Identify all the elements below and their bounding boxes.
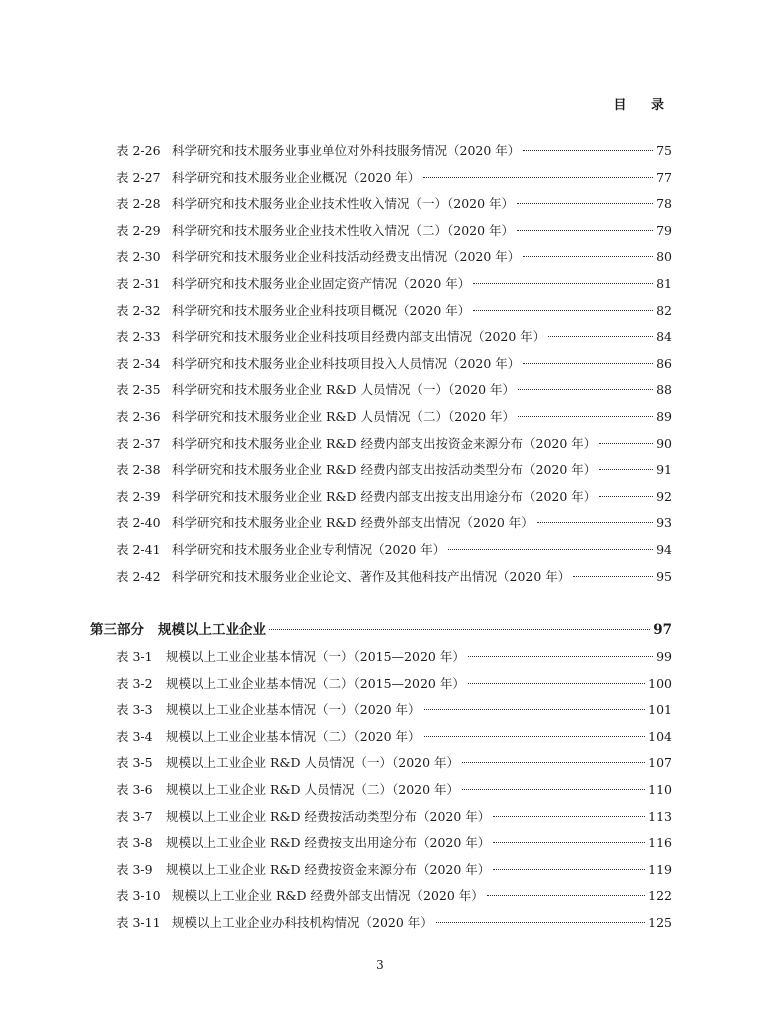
toc-section-entry[interactable] (90, 621, 672, 639)
table-label: 表 2-35 (116, 382, 161, 398)
toc-entry[interactable] (116, 248, 672, 266)
dot-leader (599, 469, 653, 470)
toc-entry[interactable] (116, 328, 672, 346)
page-number: 3 (376, 958, 384, 972)
page-ref: 81 (656, 276, 672, 291)
dot-leader (537, 522, 653, 523)
toc-entry[interactable] (116, 728, 672, 746)
table-title: 规模以上工业企业 R&D 经费按支出用途分布（2020 年） (166, 835, 491, 851)
toc-entry[interactable] (116, 435, 672, 453)
table-label: 表 2-33 (116, 329, 161, 345)
table-label: 表 2-29 (116, 222, 161, 238)
page-ref: 99 (656, 649, 672, 664)
page-ref: 75 (656, 143, 672, 158)
toc-entry[interactable] (116, 514, 672, 532)
page-ref: 92 (656, 488, 672, 504)
toc-entry[interactable] (116, 648, 672, 666)
table-label: 表 2-38 (116, 462, 161, 478)
table-title: 科学研究和技术服务业企业论文、著作及其他科技产出情况（2020 年） (172, 568, 571, 584)
dot-leader (517, 230, 653, 231)
page-ref: 119 (648, 861, 672, 877)
section-title: 规模以上工业企业 (158, 622, 266, 638)
dot-leader (548, 336, 653, 337)
toc-entry[interactable] (116, 275, 672, 293)
dot-leader (424, 736, 646, 737)
dot-leader (269, 629, 650, 630)
page-header-title: 目 录 (613, 98, 674, 113)
table-label: 表 2-34 (116, 355, 161, 371)
table-label: 表 2-40 (116, 515, 161, 531)
table-label: 表 3-6 (116, 782, 153, 797)
dot-leader (493, 816, 645, 817)
page-ref: 100 (648, 675, 672, 691)
table-title: 规模以上工业企业基本情况（二）（2015—2020 年） (166, 675, 465, 691)
toc-entry[interactable] (116, 195, 672, 213)
table-label: 表 2-41 (116, 542, 161, 557)
table-title: 科学研究和技术服务业企业 R&D 经费内部支出按活动类型分布（2020 年） (172, 462, 597, 478)
toc-entry[interactable] (116, 355, 672, 373)
page-ref: 80 (656, 249, 672, 265)
dot-leader (448, 549, 653, 550)
dot-leader (523, 256, 653, 257)
table-title: 科学研究和技术服务业企业科技项目概况（2020 年） (172, 302, 471, 318)
page-ref: 94 (656, 542, 672, 557)
dot-leader (473, 310, 653, 311)
page-ref: 91 (656, 462, 672, 478)
toc-entry[interactable] (116, 808, 672, 826)
page-ref: 104 (648, 728, 672, 744)
table-label: 表 3-11 (116, 915, 161, 930)
table-title: 规模以上工业企业 R&D 经费按资金来源分布（2020 年） (166, 861, 491, 877)
table-label: 表 2-31 (116, 276, 161, 291)
table-title: 规模以上工业企业基本情况（二）（2020 年） (166, 728, 421, 744)
table-title: 科学研究和技术服务业企业 R&D 人员情况（二）（2020 年） (172, 409, 516, 424)
page-ref: 89 (656, 409, 672, 424)
page-ref: 93 (656, 515, 672, 531)
dot-leader (573, 576, 653, 577)
table-title: 规模以上工业企业 R&D 经费按活动类型分布（2020 年） (166, 808, 491, 824)
toc-entry[interactable] (116, 302, 672, 320)
toc-entry[interactable] (116, 222, 672, 240)
table-label: 表 2-39 (116, 488, 161, 504)
dot-leader (424, 709, 646, 710)
table-label: 表 3-2 (116, 675, 153, 691)
toc-entry[interactable] (116, 461, 672, 479)
toc-entry[interactable] (116, 887, 672, 905)
page-ref: 90 (656, 435, 672, 451)
toc-entry[interactable] (116, 488, 672, 506)
table-title: 科学研究和技术服务业企业 R&D 经费外部支出情况（2020 年） (172, 515, 534, 531)
page-ref: 113 (648, 808, 672, 824)
table-label: 表 3-7 (116, 808, 153, 824)
page-ref: 88 (656, 382, 672, 398)
page-ref: 122 (648, 888, 672, 904)
toc-entry[interactable] (116, 142, 672, 160)
page-ref: 107 (648, 755, 672, 771)
table-title: 科学研究和技术服务业事业单位对外科技服务情况（2020 年） (172, 143, 521, 158)
toc-entry[interactable] (116, 408, 672, 426)
table-label: 表 3-8 (116, 835, 153, 851)
table-title: 规模以上工业企业办科技机构情况（2020 年） (172, 915, 433, 930)
dot-leader (436, 922, 645, 923)
table-label: 表 2-37 (116, 435, 161, 451)
dot-leader (599, 443, 653, 444)
table-title: 科学研究和技术服务业企业技术性收入情况（二）（2020 年） (172, 222, 515, 238)
table-title: 科学研究和技术服务业企业 R&D 经费内部支出按支出用途分布（2020 年） (172, 488, 597, 504)
table-label: 表 3-3 (116, 702, 153, 718)
dot-leader (468, 683, 645, 684)
table-label: 表 2-26 (116, 143, 161, 158)
dot-leader (523, 363, 653, 364)
toc-entry[interactable] (116, 381, 672, 399)
dot-leader (462, 762, 645, 763)
page-ref: 79 (656, 222, 672, 238)
toc-entry[interactable] (116, 754, 672, 772)
table-title: 科学研究和技术服务业企业概况（2020 年） (172, 169, 421, 185)
dot-leader (473, 283, 653, 284)
table-label: 表 3-4 (116, 728, 153, 744)
table-label: 表 2-28 (116, 196, 161, 212)
page-ref: 116 (648, 835, 672, 851)
table-title: 科学研究和技术服务业企业技术性收入情况（一）（2020 年） (172, 196, 515, 212)
dot-leader (599, 496, 653, 497)
table-label: 表 2-32 (116, 302, 161, 318)
table-title: 规模以上工业企业 R&D 经费外部支出情况（2020 年） (172, 888, 484, 904)
page-ref: 110 (648, 782, 672, 797)
table-label: 表 2-27 (116, 169, 161, 185)
dot-leader (518, 389, 653, 390)
dot-leader (493, 869, 645, 870)
page-ref: 101 (648, 702, 672, 718)
table-title: 规模以上工业企业 R&D 人员情况（一）（2020 年） (166, 755, 460, 771)
toc-entry[interactable] (116, 914, 672, 932)
toc-entry[interactable] (116, 541, 672, 559)
page-ref: 95 (656, 568, 672, 584)
dot-leader (423, 177, 653, 178)
table-label: 表 3-5 (116, 755, 153, 771)
toc-entry[interactable] (116, 861, 672, 879)
dot-leader (462, 789, 645, 790)
page-ref: 82 (656, 302, 672, 318)
table-label: 表 2-42 (116, 568, 161, 584)
toc-entry[interactable] (116, 169, 672, 187)
table-title: 科学研究和技术服务业企业专利情况（2020 年） (172, 542, 446, 557)
toc-entry[interactable] (116, 781, 672, 799)
toc-entry[interactable] (116, 568, 672, 586)
table-label: 表 3-10 (116, 888, 161, 904)
table-title: 科学研究和技术服务业企业 R&D 经费内部支出按资金来源分布（2020 年） (172, 435, 597, 451)
dot-leader (518, 416, 653, 417)
table-label: 表 3-9 (116, 861, 153, 877)
page-ref: 84 (656, 329, 672, 345)
page-ref: 97 (653, 622, 672, 638)
page-ref: 125 (648, 915, 672, 930)
table-title: 科学研究和技术服务业企业科技项目投入人员情况（2020 年） (172, 355, 521, 371)
dot-leader (523, 150, 653, 151)
table-title: 科学研究和技术服务业企业 R&D 人员情况（一）（2020 年） (172, 382, 516, 398)
dot-leader (468, 656, 653, 657)
table-title: 规模以上工业企业基本情况（一）（2015—2020 年） (166, 649, 465, 664)
toc-entry[interactable] (116, 701, 672, 719)
table-title: 科学研究和技术服务业企业科技项目经费内部支出情况（2020 年） (172, 329, 546, 345)
page-ref: 78 (656, 196, 672, 212)
page-ref: 77 (656, 169, 672, 185)
table-title: 规模以上工业企业基本情况（一）（2020 年） (166, 702, 421, 718)
table-title: 规模以上工业企业 R&D 人员情况（二）（2020 年） (166, 782, 460, 797)
table-label: 表 3-1 (116, 649, 153, 664)
section-label: 第三部分 (90, 622, 144, 638)
dot-leader (487, 895, 645, 896)
table-title: 科学研究和技术服务业企业科技活动经费支出情况（2020 年） (172, 249, 521, 265)
toc-entry[interactable] (116, 834, 672, 852)
table-label: 表 2-36 (116, 409, 161, 424)
table-label: 表 2-30 (116, 249, 161, 265)
page-ref: 86 (656, 355, 672, 371)
table-title: 科学研究和技术服务业企业固定资产情况（2020 年） (172, 276, 471, 291)
dot-leader (493, 842, 645, 843)
dot-leader (517, 203, 653, 204)
toc-entry[interactable] (116, 675, 672, 693)
